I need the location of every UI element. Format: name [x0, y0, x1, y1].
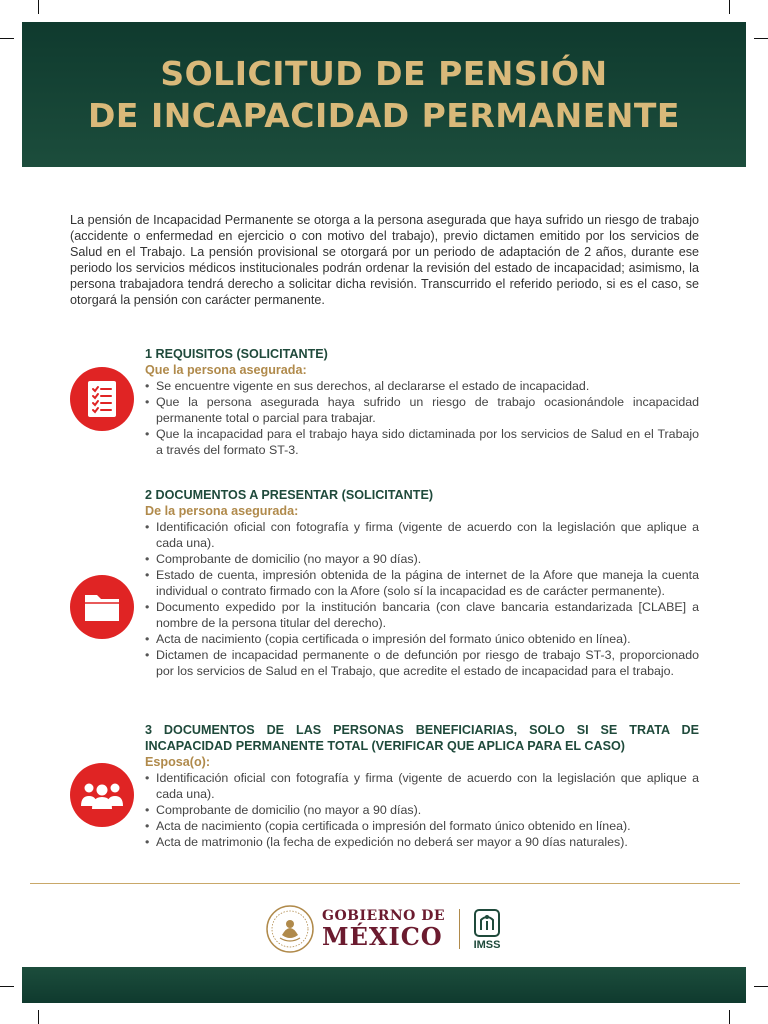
footer-logos [266, 905, 502, 953]
header-banner [22, 22, 746, 167]
beneficiary-documents-list [145, 770, 699, 850]
section-subtitle: Que la persona asegurada: [145, 363, 307, 377]
imss-emblem-icon [472, 908, 502, 938]
list-item: • Comprobante de domicilio (no mayor a 90 días). [145, 551, 699, 567]
list-item: • Acta de nacimiento (copia certificada o impresión del formato único obtenido en línea). [145, 818, 699, 834]
imss-label: IMSS [473, 938, 501, 951]
section-title: 2 DOCUMENTOS A PRESENTAR (SOLICITANTE) [145, 488, 434, 502]
section-subtitle: De la persona asegurada: [145, 504, 299, 518]
footer-divider-rule [30, 883, 740, 884]
crop-mark-bottom-left-v [38, 1010, 39, 1024]
section-title: 3 DOCUMENTOS DE LAS PERSONAS BENEFICIARIAS, SOLO SI SE TRATA DE INCAPACIDAD PERMANENTE TOTAL (VERIFICAR QUE APLICA PARA EL CASO) [145, 723, 699, 753]
crop-mark-bottom-right-h [754, 986, 768, 987]
imss-logo [472, 908, 502, 951]
intro-paragraph: La pensión de Incapacidad Permanente se otorga a la persona asegurada que haya sufrido un riesgo de trabajo (accidente o enfermedad en ejercicio o con motivo del trabajo), previo dictamen emitido por los servicios de Salud en el Trabajo. La pensión provisional se otorgará por un periodo de adaptación de 2 años, durante ese periodo los servicios médicos institucionales podrán ordenar la revisión del estado de incapacidad; asimismo, la persona trabajadora tendrá derecho a solicitar dicha revisión. Transcurrido el referido periodo, si es el caso, se otorgará la pensión con carácter permanente. [70, 213, 699, 307]
section-documentos [145, 487, 699, 679]
folder-icon [70, 575, 134, 639]
crop-mark-top-left-h [0, 38, 14, 39]
list-item: • Que la persona asegurada haya sufrido un riesgo de trabajo ocasionándole incapacidad permanente total o parcial para trabajar. [145, 394, 699, 426]
title-line-1: SOLICITUD DE PENSIÓN [160, 53, 608, 93]
list-item: • Acta de matrimonio (la fecha de expedición no deberá ser mayor a 90 días naturales). [145, 834, 699, 850]
section-beneficiarias [145, 722, 699, 850]
footer-band [22, 967, 746, 1003]
section-title: 1 REQUISITOS (SOLICITANTE) [145, 347, 328, 361]
title-line-2: DE INCAPACIDAD PERMANENTE [88, 95, 680, 135]
mexico-line: MÉXICO [322, 922, 443, 951]
gobierno-de-mexico-wordmark [322, 908, 445, 950]
requirements-list [145, 378, 699, 458]
list-item: • Identificación oficial con fotografía y firma (vigente de acuerdo con la legislación que aplique a cada una). [145, 519, 699, 551]
crop-mark-bottom-right-v [729, 1010, 730, 1024]
page-title [88, 53, 680, 137]
crop-mark-top-right-h [754, 38, 768, 39]
list-item: • Dictamen de incapacidad permanente o de defunción por riesgo de trabajo ST-3, proporcionado por los servicios de Salud en el Trabajo, que acredite el estado de incapacidad para el trabajo. [145, 647, 699, 679]
list-item: • Identificación oficial con fotografía y firma (vigente de acuerdo con la legislación que aplique a cada una). [145, 770, 699, 802]
crop-mark-top-right-v [729, 0, 730, 14]
list-item: • Documento expedido por la institución bancaria (con clave bancaria estandarizada [CLABE] a nombre de la persona titular del derecho). [145, 599, 699, 631]
gobierno-line: GOBIERNO DE [322, 908, 446, 924]
checklist-icon [70, 367, 134, 431]
list-item: • Acta de nacimiento (copia certificada o impresión del formato único obtenido en línea). [145, 631, 699, 647]
documents-list [145, 519, 699, 679]
coat-of-arms-seal-icon [266, 905, 314, 953]
list-item: • Comprobante de domicilio (no mayor a 90 días). [145, 802, 699, 818]
crop-mark-top-left-v [38, 0, 39, 14]
logo-separator [459, 909, 460, 949]
section-subtitle: Esposa(o): [145, 755, 211, 769]
list-item: • Que la incapacidad para el trabajo haya sido dictaminada por los servicios de Salud en el Trabajo a través del formato ST-3. [145, 426, 699, 458]
section-requisitos [145, 346, 699, 458]
crop-mark-bottom-left-h [0, 986, 14, 987]
list-item: • Se encuentre vigente en sus derechos, al declararse el estado de incapacidad. [145, 378, 699, 394]
people-icon [70, 763, 134, 827]
list-item: • Estado de cuenta, impresión obtenida de la página de internet de la Afore que maneja la cuenta individual o contrato firmado con la Afore (solo sí la incapacidad es de carácter permanente). [145, 567, 699, 599]
